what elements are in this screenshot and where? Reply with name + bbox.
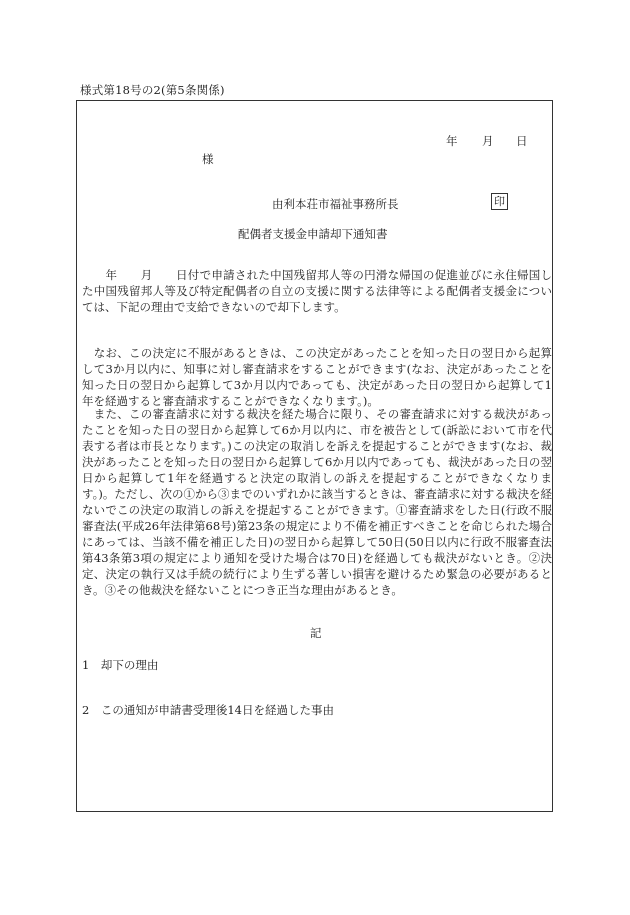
date-month-label: 月 xyxy=(482,134,494,148)
seal-mark: 印 xyxy=(491,193,508,210)
document-title: 配偶者支援金申請却下通知書 xyxy=(238,227,388,241)
form-number-label: 様式第18号の2(第5条関係) xyxy=(80,83,225,97)
appeal-notice-paragraph: なお、この決定に不服があるときは、この決定があったことを知った日の翌日から起算して3か月以内に、知事に対し審査請求をすることができます(なお、決定があったことを知った日の翌日から起算して3か月以内であっても、決定があった日の翌日から起算して1年を経過すると審査請求することができなくなります。)。 xyxy=(82,346,552,408)
delay-reason-item: 2 この通知が申請書受理後14日を経過した事由 xyxy=(82,703,334,717)
date-day-label: 日 xyxy=(516,134,528,148)
notes-heading: 記 xyxy=(310,626,322,640)
lawsuit-notice-paragraph: また、この審査請求に対する裁決を経た場合に限り、その審査請求に対する裁決があったことを知った日の翌日から起算して6か月以内に、市を被告として(訴訟において市を代表する者は市長となります。)この決定の取消しを訴えを提起することができます(なお、裁決があったことを知った日の翌日から起算して6か月以内であっても、裁決があった日の翌日から起算して1年を経過すると決定の取消しの訴えを提起することができなくなります。)。ただし、次の①から③までのいずれかに該当するときは、審査請求に対する裁決を経ないでこの決定の取消しの訴えを提起することができます。①審査請求をした日(行政不服審査法(平成26年法律第68号)第23条の規定により不備を補正すべきことを命じられた場合にあっては、当該不備を補正した日)の翌日から起算して50日(50日以内に行政不服審査法第43条第3項の規定により通知を受けた場合は70日)を経過しても裁決がないとき。②決定、決定の執行又は手続の続行により生ずる著しい損害を避けるため緊急の必要があるとき。③その他裁決を経ないことにつき正当な理由があるとき。 xyxy=(82,407,552,597)
reason-item: 1 却下の理由 xyxy=(82,658,159,672)
date-year-label: 年 xyxy=(446,134,458,148)
addressee-honorific: 様 xyxy=(202,152,214,166)
rejection-notice-paragraph: 年 月 日付で申請された中国残留邦人等の円滑な帰国の促進並びに永住帰国した中国残留邦人等及び特定配偶者の自立の支援に関する法律等による配偶者支援金については、下記の理由で支給できないので却下します。 xyxy=(82,268,552,314)
issuer-name: 由利本荘市福祉事務所長 xyxy=(272,197,399,211)
